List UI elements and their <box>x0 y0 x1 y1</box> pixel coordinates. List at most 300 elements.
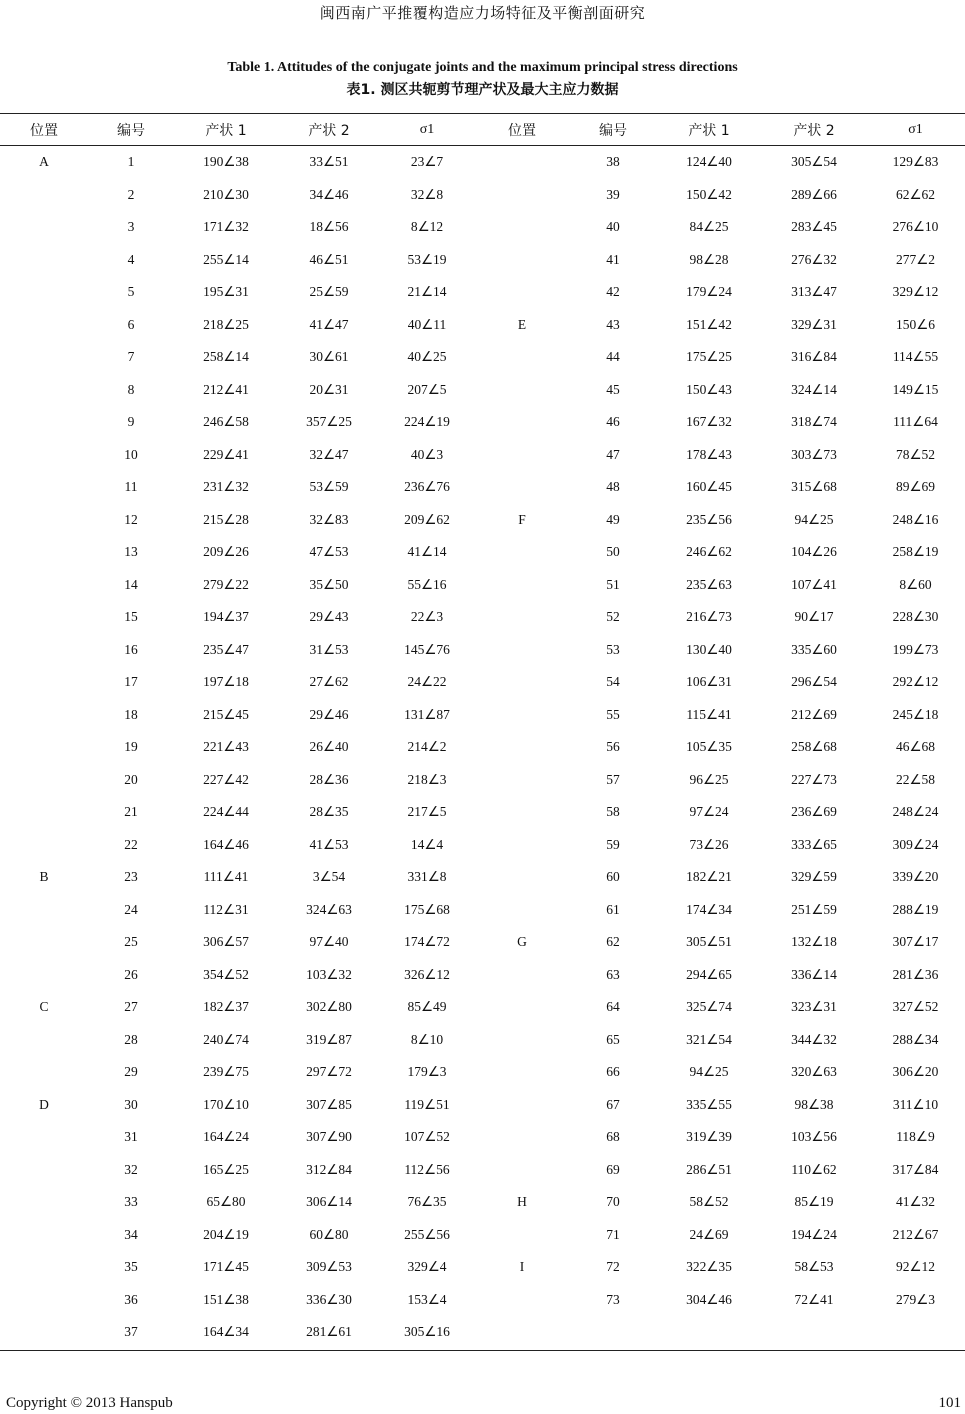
table-row <box>0 1056 965 1089</box>
cell-sigma1: 288∠19 <box>892 901 939 917</box>
cell-attitude-1: 195∠31 <box>203 284 249 300</box>
table-row <box>0 536 965 569</box>
cell-sigma1: 119∠51 <box>404 1096 450 1112</box>
cell-attitude-1: 182∠37 <box>203 999 249 1015</box>
table-row <box>0 471 965 504</box>
cell-attitude-1: 235∠56 <box>686 511 732 527</box>
cell-location <box>474 634 570 667</box>
cell-attitude-1: 239∠75 <box>203 1064 249 1080</box>
cell-location <box>0 796 88 829</box>
cell-sigma1: 292∠12 <box>892 674 939 690</box>
cell-attitude-2: 30∠61 <box>309 349 349 365</box>
cell-number: 59 <box>606 836 620 852</box>
cell-attitude-2: 32∠47 <box>309 446 349 462</box>
cell-attitude-2: 329∠31 <box>791 316 837 332</box>
cell-attitude-2: 319∠87 <box>306 1031 352 1047</box>
cell-attitude-2: 236∠69 <box>791 804 837 820</box>
cell-attitude-1: 96∠25 <box>689 771 729 787</box>
cell-location <box>474 1284 570 1317</box>
cell-location <box>0 341 88 374</box>
cell-sigma1: 8∠60 <box>899 576 932 592</box>
table-row <box>0 146 965 179</box>
table-row <box>0 1316 965 1349</box>
header-attitude-2: 产状 2 <box>308 123 350 139</box>
cell-attitude-2: 324∠63 <box>306 901 352 917</box>
cell-sigma1: 224∠19 <box>404 414 450 430</box>
cell-attitude-1: 246∠58 <box>203 414 249 430</box>
cell-location <box>0 764 88 797</box>
cell-attitude-2: 33∠51 <box>309 154 349 170</box>
cell-attitude-2: 3∠54 <box>312 869 346 885</box>
cell-location <box>0 504 88 537</box>
cell-number: 57 <box>606 771 620 787</box>
cell-attitude-2: 46∠51 <box>309 251 349 267</box>
cell-number: 62 <box>606 934 620 950</box>
cell-location <box>0 926 88 959</box>
cell-location <box>0 666 88 699</box>
cell-sigma1: 112∠56 <box>404 1161 450 1177</box>
cell-attitude-1: 111∠41 <box>203 869 249 885</box>
cell-sigma1: 311∠10 <box>892 1096 939 1112</box>
cell-location: D <box>39 1096 49 1112</box>
cell-sigma1: 40∠3 <box>410 446 444 462</box>
cell-number: 13 <box>124 544 138 560</box>
cell-location <box>0 309 88 342</box>
cell-number: 66 <box>606 1064 620 1080</box>
cell-attitude-2: 103∠56 <box>791 1129 837 1145</box>
cell-sigma1: 24∠22 <box>407 674 447 690</box>
cell-attitude-1: 73∠26 <box>689 836 729 852</box>
cell-number: 35 <box>124 1259 138 1275</box>
cell-location <box>474 536 570 569</box>
cell-location <box>0 471 88 504</box>
cell-sigma1: 331∠8 <box>407 869 447 885</box>
cell-attitude-1: 322∠35 <box>686 1259 732 1275</box>
cell-attitude-1: 197∠18 <box>203 674 249 690</box>
cell-attitude-1: 235∠47 <box>203 641 249 657</box>
cell-attitude-2: 306∠14 <box>306 1194 352 1210</box>
cell-sigma1: 149∠15 <box>892 381 939 397</box>
cell-attitude-2: 98∠38 <box>794 1096 834 1112</box>
cell-attitude-1: 106∠31 <box>686 674 732 690</box>
cell-attitude-1: 171∠32 <box>203 219 249 235</box>
cell-attitude-2: 31∠53 <box>309 641 349 657</box>
cell-number: 7 <box>127 349 135 365</box>
cell-number: 24 <box>124 901 138 917</box>
cell-location <box>474 991 570 1024</box>
cell-attitude-1: 164∠46 <box>203 836 249 852</box>
cell-location: G <box>517 934 527 950</box>
cell-location <box>474 699 570 732</box>
cell-location <box>474 1056 570 1089</box>
cell-attitude-1: 255∠14 <box>203 251 249 267</box>
cell-attitude-1: 150∠43 <box>686 381 732 397</box>
cell-sigma1: 327∠52 <box>892 999 939 1015</box>
cell-attitude-1: 286∠51 <box>686 1161 732 1177</box>
cell-location <box>474 406 570 439</box>
cell-location: A <box>39 154 49 170</box>
cell-attitude-1: 215∠28 <box>203 511 249 527</box>
table-row <box>0 829 965 862</box>
cell-attitude-1: 150∠42 <box>686 186 732 202</box>
cell-number: 61 <box>606 901 620 917</box>
cell-attitude-2: 28∠36 <box>309 771 349 787</box>
cell-attitude-2: 41∠53 <box>309 836 349 852</box>
cell-attitude-1: 151∠42 <box>686 316 732 332</box>
cell-attitude-2: 289∠66 <box>791 186 837 202</box>
cell-attitude-2: 27∠62 <box>309 674 349 690</box>
cell-location <box>0 211 88 244</box>
cell-sigma1: 199∠73 <box>892 641 939 657</box>
cell-attitude-1: 246∠62 <box>686 544 732 560</box>
cell-attitude-1: 130∠40 <box>686 641 732 657</box>
cell-attitude-1: 235∠63 <box>686 576 732 592</box>
table-row <box>0 601 965 634</box>
cell-sigma1: 76∠35 <box>407 1194 447 1210</box>
cell-number: 58 <box>606 804 620 820</box>
cell-attitude-1: 224∠44 <box>203 804 249 820</box>
table-row <box>0 211 965 244</box>
cell-attitude-1: 84∠25 <box>689 219 729 235</box>
cell-attitude-2: 18∠56 <box>309 219 349 235</box>
cell-attitude-1: 175∠25 <box>686 349 732 365</box>
cell-attitude-2: 25∠59 <box>309 284 349 300</box>
cell-attitude-2: 333∠65 <box>791 836 837 852</box>
cell-number: 41 <box>606 251 620 267</box>
table-row <box>0 796 965 829</box>
cell-number: 71 <box>606 1226 620 1242</box>
cell-attitude-1: 325∠74 <box>686 999 732 1015</box>
cell-sigma1: 214∠2 <box>407 739 447 755</box>
cell-attitude-1: 167∠32 <box>686 414 732 430</box>
table-body <box>0 146 965 1349</box>
table-row <box>0 1186 965 1219</box>
cell-number: 18 <box>124 706 138 722</box>
cell-sigma1: 248∠16 <box>892 511 939 527</box>
table-bottom-rule <box>0 1350 965 1351</box>
cell-number: 26 <box>124 966 138 982</box>
cell-sigma1: 62∠62 <box>895 186 936 202</box>
cell-sigma1: 329∠4 <box>407 1259 447 1275</box>
cell-location <box>0 1251 88 1284</box>
cell-attitude-2: 90∠17 <box>794 609 834 625</box>
cell-number: 39 <box>606 186 620 202</box>
cell-attitude-2: 194∠24 <box>791 1226 837 1242</box>
cell-location <box>0 244 88 277</box>
cell-number: 12 <box>124 511 138 527</box>
cell-attitude-2: 85∠19 <box>794 1194 834 1210</box>
cell-attitude-1: 321∠54 <box>686 1031 732 1047</box>
cell-attitude-2: 316∠84 <box>791 349 837 365</box>
cell-attitude-2: 315∠68 <box>791 479 837 495</box>
cell-attitude-1: 204∠19 <box>203 1226 249 1242</box>
table-row <box>0 309 965 342</box>
cell-sigma1: 46∠68 <box>895 739 936 755</box>
cell-attitude-1: 170∠10 <box>203 1096 249 1112</box>
cell-sigma1: 307∠17 <box>892 934 939 950</box>
cell-location <box>0 439 88 472</box>
cell-attitude-1 <box>656 1316 762 1349</box>
cell-number: 29 <box>124 1064 138 1080</box>
header-location: 位置 <box>30 123 58 139</box>
cell-location <box>474 211 570 244</box>
cell-attitude-1: 306∠57 <box>203 934 249 950</box>
cell-location <box>474 244 570 277</box>
cell-sigma1: 309∠24 <box>892 836 939 852</box>
cell-sigma1: 107∠52 <box>404 1129 450 1145</box>
cell-attitude-1: 216∠73 <box>686 609 732 625</box>
cell-location <box>474 1219 570 1252</box>
cell-attitude-1: 178∠43 <box>686 446 732 462</box>
cell-sigma1: 40∠25 <box>407 349 447 365</box>
header-sigma1: σ1 <box>908 122 923 137</box>
cell-attitude-2: 335∠60 <box>791 641 837 657</box>
cell-number: 73 <box>606 1291 620 1307</box>
cell-sigma1: 131∠87 <box>404 706 450 722</box>
cell-location <box>0 894 88 927</box>
cell-attitude-2: 94∠25 <box>794 511 834 527</box>
cell-sigma1: 53∠19 <box>407 251 447 267</box>
cell-number: 67 <box>606 1096 620 1112</box>
table-row <box>0 764 965 797</box>
cell-sigma1: 245∠18 <box>892 706 939 722</box>
header-number: 编号 <box>117 123 145 139</box>
cell-attitude-1: 171∠45 <box>203 1259 249 1275</box>
cell-number: 23 <box>124 869 138 885</box>
cell-attitude-2: 296∠54 <box>791 674 837 690</box>
cell-attitude-1: 164∠24 <box>203 1129 249 1145</box>
table-row <box>0 1089 965 1122</box>
cell-number: 1 <box>127 154 135 170</box>
cell-number: 68 <box>606 1129 620 1145</box>
header-sigma1: σ1 <box>419 122 435 137</box>
cell-attitude-2: 283∠45 <box>791 219 837 235</box>
table-row <box>0 276 965 309</box>
cell-attitude-1: 319∠39 <box>686 1129 732 1145</box>
cell-attitude-2: 103∠32 <box>306 966 352 982</box>
cell-sigma1: 179∠3 <box>407 1064 447 1080</box>
cell-number: 11 <box>124 479 138 495</box>
cell-location: F <box>518 511 526 527</box>
cell-sigma1: 55∠16 <box>407 576 447 592</box>
cell-attitude-1: 215∠45 <box>203 706 249 722</box>
cell-attitude-2: 309∠53 <box>306 1259 352 1275</box>
cell-attitude-2: 26∠40 <box>309 739 349 755</box>
cell-attitude-1: 24∠69 <box>689 1226 729 1242</box>
cell-number: 45 <box>606 381 620 397</box>
cell-number: 72 <box>606 1259 620 1275</box>
cell-sigma1: 40∠11 <box>407 316 447 332</box>
header-attitude-1: 产状 1 <box>688 123 730 139</box>
table-row <box>0 374 965 407</box>
cell-attitude-2: 344∠32 <box>791 1031 837 1047</box>
cell-location <box>0 1056 88 1089</box>
cell-sigma1: 326∠12 <box>404 966 450 982</box>
cell-attitude-2: 28∠35 <box>309 804 349 820</box>
cell-sigma1: 277∠2 <box>895 251 936 267</box>
cell-location <box>474 1154 570 1187</box>
cell-location <box>0 601 88 634</box>
cell-attitude-2: 336∠30 <box>306 1291 352 1307</box>
cell-location <box>0 536 88 569</box>
table-row <box>0 1251 965 1284</box>
cell-location <box>474 569 570 602</box>
cell-attitude-2: 60∠80 <box>309 1226 349 1242</box>
cell-location <box>0 634 88 667</box>
cell-sigma1: 8∠12 <box>410 219 444 235</box>
cell-sigma1: 218∠3 <box>407 771 447 787</box>
cell-attitude-2: 107∠41 <box>791 576 837 592</box>
table-caption-zh: 表1. 测区共轭剪节理产状及最大主应力数据 <box>346 82 619 98</box>
cell-number: 25 <box>124 934 138 950</box>
cell-number: 5 <box>127 284 135 300</box>
cell-attitude-1: 65∠80 <box>206 1194 246 1210</box>
cell-location <box>0 179 88 212</box>
table-caption-en: Table 1. Attitudes of the conjugate joints and the maximum principal stress directions <box>227 60 738 75</box>
cell-sigma1: 150∠6 <box>895 316 936 332</box>
cell-number: 27 <box>124 999 138 1015</box>
header-number: 编号 <box>599 123 627 139</box>
stress-data-table <box>0 114 965 1349</box>
cell-attitude-2: 132∠18 <box>791 934 837 950</box>
cell-attitude-2: 318∠74 <box>791 414 837 430</box>
table-row <box>0 1219 965 1252</box>
cell-sigma1: 228∠30 <box>892 609 939 625</box>
cell-attitude-2: 97∠40 <box>309 934 349 950</box>
cell-sigma1: 21∠14 <box>407 284 447 300</box>
cell-attitude-2: 357∠25 <box>306 414 352 430</box>
cell-location <box>474 666 570 699</box>
cell-sigma1: 329∠12 <box>892 284 939 300</box>
cell-location: H <box>517 1194 527 1210</box>
cell-sigma1: 248∠24 <box>892 804 939 820</box>
cell-attitude-1: 97∠24 <box>689 804 729 820</box>
cell-location <box>474 1089 570 1122</box>
table-row <box>0 179 965 212</box>
cell-sigma1: 317∠84 <box>892 1161 939 1177</box>
cell-sigma1: 22∠3 <box>410 609 444 625</box>
cell-sigma1: 207∠5 <box>407 381 447 397</box>
cell-location <box>474 1024 570 1057</box>
cell-attitude-2: 35∠50 <box>309 576 349 592</box>
cell-number: 54 <box>606 674 620 690</box>
cell-location: B <box>39 869 49 885</box>
cell-number: 32 <box>124 1161 138 1177</box>
cell-attitude-1: 94∠25 <box>689 1064 729 1080</box>
cell-location <box>474 601 570 634</box>
cell-attitude-1: 58∠52 <box>689 1194 729 1210</box>
cell-location <box>0 1121 88 1154</box>
cell-sigma1: 305∠16 <box>404 1324 450 1340</box>
cell-number: 65 <box>606 1031 620 1047</box>
cell-attitude-2: 329∠59 <box>791 869 837 885</box>
cell-location <box>474 829 570 862</box>
cell-location: C <box>39 999 49 1015</box>
table-row <box>0 244 965 277</box>
cell-attitude-2: 34∠46 <box>309 186 349 202</box>
cell-attitude-2: 104∠26 <box>791 544 837 560</box>
cell-attitude-2: 212∠69 <box>791 706 837 722</box>
cell-location <box>474 1316 570 1349</box>
table-row <box>0 959 965 992</box>
cell-location <box>0 276 88 309</box>
cell-attitude-1: 294∠65 <box>686 966 732 982</box>
cell-attitude-1: 304∠46 <box>686 1291 732 1307</box>
cell-location <box>474 894 570 927</box>
cell-number: 10 <box>124 446 138 462</box>
cell-number: 70 <box>606 1194 620 1210</box>
cell-number: 22 <box>124 836 138 852</box>
cell-attitude-1: 335∠55 <box>686 1096 732 1112</box>
table-row <box>0 634 965 667</box>
cell-attitude-2: 41∠47 <box>309 316 349 332</box>
cell-attitude-1: 165∠25 <box>203 1161 249 1177</box>
cell-attitude-1: 98∠28 <box>689 251 729 267</box>
cell-number: 50 <box>606 544 620 560</box>
cell-number: 46 <box>606 414 620 430</box>
table-row <box>0 926 965 959</box>
cell-sigma1: 129∠83 <box>892 154 939 170</box>
cell-location <box>0 731 88 764</box>
cell-attitude-1: 305∠51 <box>686 934 732 950</box>
cell-number: 48 <box>606 479 620 495</box>
cell-location <box>0 1154 88 1187</box>
cell-number: 6 <box>127 316 135 332</box>
cell-location <box>474 959 570 992</box>
cell-attitude-2: 323∠31 <box>791 999 837 1015</box>
cell-attitude-2: 302∠80 <box>306 999 352 1015</box>
cell-sigma1: 174∠72 <box>404 934 450 950</box>
cell-number: 30 <box>124 1096 138 1112</box>
cell-location <box>474 179 570 212</box>
cell-number: 33 <box>124 1194 138 1210</box>
table-row <box>0 406 965 439</box>
cell-attitude-2: 58∠53 <box>794 1259 834 1275</box>
cell-attitude-1: 115∠41 <box>686 706 732 722</box>
cell-attitude-2: 324∠14 <box>791 381 837 397</box>
cell-attitude-2: 29∠46 <box>309 706 349 722</box>
cell-number: 31 <box>124 1129 138 1145</box>
cell-sigma1: 236∠76 <box>404 479 450 495</box>
cell-location <box>0 1284 88 1317</box>
cell-sigma1: 258∠19 <box>892 544 939 560</box>
cell-sigma1: 111∠64 <box>893 414 938 430</box>
cell-location <box>0 1186 88 1219</box>
cell-sigma1: 209∠62 <box>404 511 450 527</box>
cell-attitude-2: 281∠61 <box>306 1324 352 1340</box>
cell-sigma1: 306∠20 <box>892 1064 939 1080</box>
cell-sigma1: 78∠52 <box>895 446 936 462</box>
cell-number: 36 <box>124 1291 138 1307</box>
cell-location <box>474 1121 570 1154</box>
cell-attitude-1: 182∠21 <box>686 869 732 885</box>
cell-number: 16 <box>124 641 138 657</box>
cell-number: 51 <box>606 576 620 592</box>
table-row <box>0 1024 965 1057</box>
cell-number: 14 <box>124 576 138 592</box>
cell-attitude-2: 336∠14 <box>791 966 837 982</box>
cell-sigma1: 276∠10 <box>892 219 939 235</box>
cell-attitude-2: 251∠59 <box>791 901 837 917</box>
cell-number: 49 <box>606 511 620 527</box>
cell-sigma1: 339∠20 <box>892 869 939 885</box>
cell-sigma1: 41∠14 <box>407 544 447 560</box>
cell-location <box>0 1219 88 1252</box>
header-attitude-2: 产状 2 <box>793 123 835 139</box>
table-row <box>0 1154 965 1187</box>
cell-number: 3 <box>127 219 135 235</box>
cell-number: 40 <box>606 219 620 235</box>
